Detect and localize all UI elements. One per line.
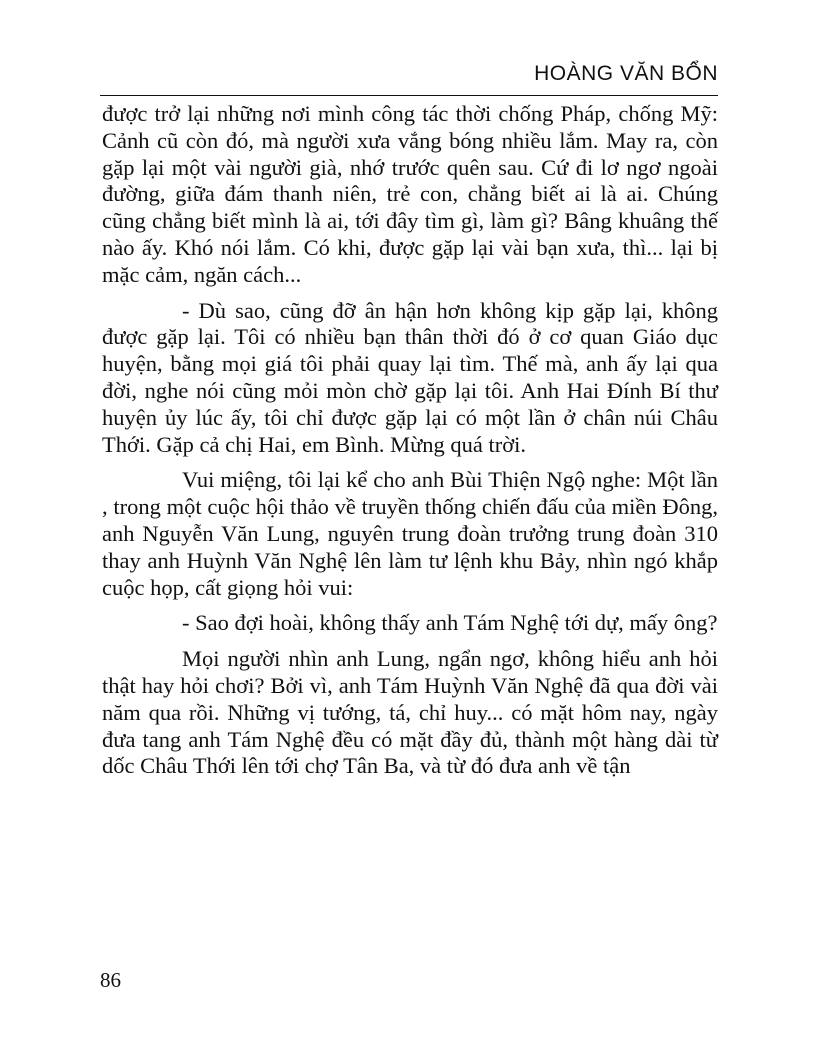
header-rule: [100, 95, 718, 96]
page-body: [102, 101, 718, 780]
paragraph-dialogue-2: - Sao đợi hoài, không thấy anh Tám Nghệ tới dự, mấy ông?: [182, 610, 718, 636]
paragraph-dialogue-1: - Dù sao, cũng đỡ ân hận hơn không kịp gặp lại, không được gặp lại. Tôi có nhiều bạn thân thời đó ở cơ quan Giáo dục huyện, bằng mọi giá tôi phải quay lại tìm. Thế mà, anh ấy lại qua đời, nghe nói cũng mỏi mòn chờ gặp lại tôi. Anh Hai Đính Bí thư huyện ủy lúc ấy, tôi chỉ được gặp lại có một lần ở chân núi Châu Thới. Gặp cả chị Hai, em Bình. Mừng quá trời.: [102, 297, 718, 457]
paragraph-continuation: được trở lại những nơi mình công tác thời chống Pháp, chống Mỹ: Cảnh cũ còn đó, mà người xưa vắng bóng nhiều lắm. May ra, còn gặp lại một vài người già, nhớ trước quên sau. Cứ đi lơ ngơ ngoài đường, giữa đám thanh niên, trẻ con, chẳng biết ai là ai. Chúng cũng chẳng biết mình là ai, tới đây tìm gì, làm gì? Bâng khuâng thế nào ấy. Khó nói lắm. Có khi, được gặp lại vài bạn xưa, thì... lại bị mặc cảm, ngăn cách...: [102, 101, 718, 287]
page-number: 86: [100, 968, 121, 992]
paragraph-narration-2: Mọi người nhìn anh Lung, ngẩn ngơ, không hiểu anh hỏi thật hay hỏi chơi? Bởi vì, anh Tám Huỳnh Văn Nghệ đã qua đời vài năm qua rồi. Những vị tướng, tá, chỉ huy... có mặt hôm nay, ngày đưa tang anh Tám Nghệ đều có mặt đầy đủ, thành một hàng dài từ dốc Châu Thới lên tới chợ Tân Ba, và từ đó đưa anh về tận: [102, 646, 718, 779]
running-header: HOÀNG VĂN BỔN: [534, 62, 718, 85]
paragraph-narration-1: Vui miệng, tôi lại kể cho anh Bùi Thiện Ngộ nghe: Một lần , trong một cuộc hội thảo về truyền thống chiến đấu của miền Đông, anh Nguyễn Văn Lung, nguyên trung đoàn trưởng trung đoàn 310 thay anh Huỳnh Văn Nghệ lên làm tư lệnh khu Bảy, nhìn ngó khắp cuộc họp, cất giọng hỏi vui:: [102, 467, 718, 600]
